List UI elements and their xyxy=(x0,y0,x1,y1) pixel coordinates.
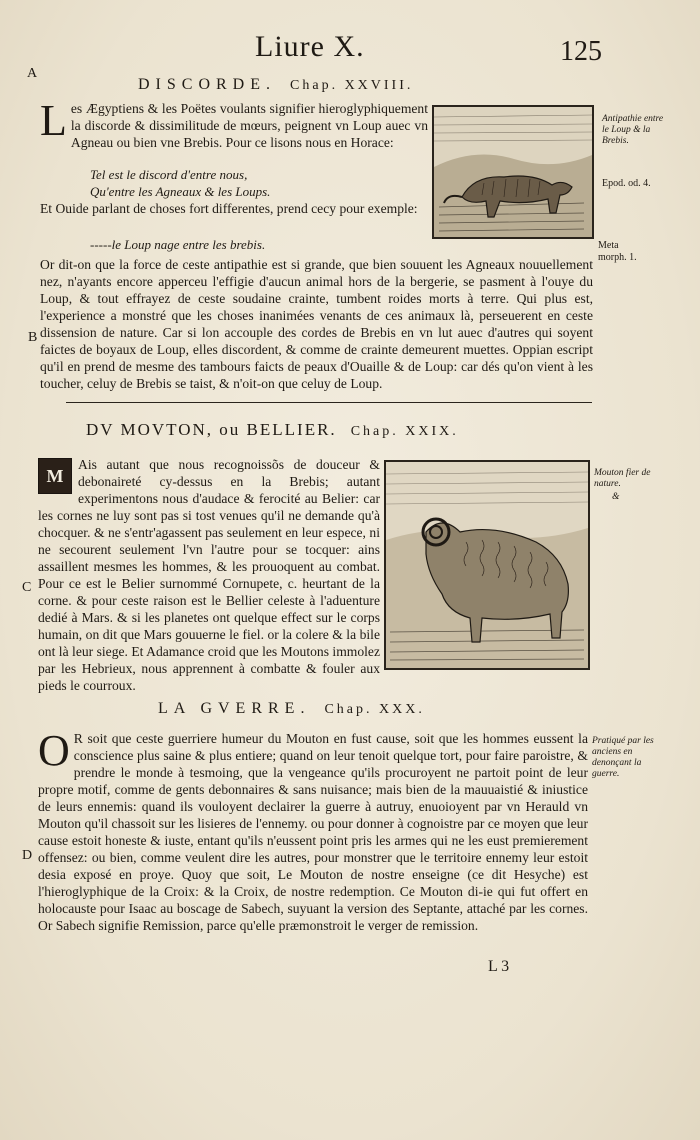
running-title: Liure X. xyxy=(255,30,365,63)
chapter-28-para-3: Or dit-on que la force de ceste antipathie est si grande, que bien souuent les Agneaux nouuellement nez, n'ayants encore apperceu l'effigie d'aucun animal hors de la bergerie, se pasment à l'ouye du Loup, & tout effrayez de ceste soudaine crainte, tumbent roides morts à terre. Qui plus est, l'experience a monstré que les choses inanimées venants de ces animaux là, perseuerent en ceste dissension de nature. Car si lon accouple des cordes de Brebis en vn lut auec d'autres qui soyent faictes de boyaux de Loup, elles discordent, & comme de crainte demeurent muettes. Oppian escript qu'il en prend de mesme des tambours faicts de peaux d'Ouaille & de Loup: car dés qu'on vient à les toucher, celuy de Brebis se taist, & n'oit-on que celuy de Loup. xyxy=(40,257,593,391)
page-number: 125 xyxy=(560,36,602,67)
chapter-28-heading xyxy=(138,76,413,94)
chapter-28-para-1: es Ægyptiens & les Poëtes voulants signifier hieroglyphiquement la discorde & dissimilitude de mœurs, peignent vn Loup auec vn Agneau ou bien vne Brebis. Pour ce lisons nous en Horace: xyxy=(70,101,428,150)
section-marker-d: D xyxy=(22,848,33,863)
chapter-29-para-1: Ais autant que nous recognoissõs de douceur & debonaireté cy-dessus en la Brebis; autant experimentons nous d'audace & ferocité au Belier: car les cornes ne luy sont pas si tost venues qu'il ne demande qu'à chocquer. & ne s'entr'agassent pas seulement en leur espece, ni ne secourent seulement l'vn l'autre pour se tocquer: ains assaillent mesmes les hommes, & les prouoquent au combat. Pour ce est le Belier surnommé Cornupete, c. heurtant de la corne. & pour ceste raison est le Bellier celeste à l'aduenture dedié à Mars. & si les planetes ont quelque effect sur le corps humain, on dit que Mars gouuerne le fiel. or la colere & la bile ont là leur siege. Et Adamance croid que les Moutons immolez par les Hebrieux, nous apprennent à combatte & fouler aux pieds le courroux. xyxy=(38,457,380,693)
margin-note-ampersand: & xyxy=(612,492,620,502)
wolf-illustration xyxy=(434,107,592,237)
margin-note-epode: Epod. od. 4. xyxy=(602,178,651,189)
horace-verse-2: Qu'entre les Agneaux & les Loups. xyxy=(90,184,271,199)
margin-note-metamorph: Meta morph. 1. xyxy=(598,240,637,263)
chapter-28-dropcap: L xyxy=(40,96,67,145)
horace-verse-1: Tel est le discord d'entre nous, xyxy=(90,167,248,182)
margin-note-antipathie: Antipathie entre le Loup & la Brebis. xyxy=(602,114,664,146)
chapter-divider-1 xyxy=(66,402,592,403)
chapter-28-para-2: Et Ouide parlant de choses fort differentes, prend cecy pour exemple: xyxy=(40,201,418,216)
chapter-28-opening xyxy=(40,96,428,151)
chapter-29-heading xyxy=(86,420,459,440)
chapter-29-dropcap: M xyxy=(38,458,72,494)
chapter-30-number: Chap. XXX. xyxy=(324,702,425,717)
margin-note-pratique: Pratiqué par les anciens en denonçant la guerre. xyxy=(592,736,654,779)
chapter-30-body xyxy=(38,726,588,934)
chapter-30-title: LA GVERRE. xyxy=(158,700,311,717)
chapter-28-title: DISCORDE. xyxy=(138,76,277,93)
chapter-30-dropcap: O xyxy=(38,726,70,775)
chapter-28-number: Chap. XXVIII. xyxy=(290,78,414,93)
margin-note-mouton: Mouton fier de nature. xyxy=(594,468,651,489)
section-marker-c: C xyxy=(22,580,32,595)
section-marker-a: A xyxy=(27,66,38,81)
chapter-29-body xyxy=(38,456,380,694)
section-marker-b: B xyxy=(28,330,38,345)
signature-mark: L 3 xyxy=(488,958,510,975)
ram-illustration xyxy=(386,462,588,668)
chapter-30-heading xyxy=(158,700,425,718)
chapter-30-para-1: R soit que ceste guerriere humeur du Mouton en fust cause, soit que les hommes eussent la conscience plus saine & plus entiere; quand on leur tenoit quelque tort, pour faire paroistre, & prendre le monde à tesmoing, que la vengeance qu'ils procuroyent ne partoit point de leur propre motif, comme de gents debonnaires & sans nuisance; mais bien de la mauuaistié & iniustice de leurs ennemis: quand ils vouloyent declairer la guerre à autruy, enuoioyent par vn Herauld vn Mouton qu'il chassoit sur les lisieres de l'ennemy. ou pour donner à cognoistre par ce moyen que leur cause estoit honeste & iuste, entant qu'ils n'eussent point pris les armes qui ne les eust premierement offensez: ou bien, comme veulent dire les autres, pour monstrer que le territoire ennemy leur estoit desia exposé en proye. Quoy que soit, Le Mouton de nostre enseigne (ce dit Hesyche) est l'hieroglyphique de la Croix: & la Croix, de nostre redemption. Ce Mouton di-ie qui fut offert en holocauste pour Isaac au boscage de Sabech, suyuant la version des Septante, attaché par les cornes. Or Sabech signifie Remission, parce qu'elle præmonstroit le verger de remission. xyxy=(38,731,588,933)
woodcut-ram xyxy=(384,460,590,670)
woodcut-wolf-and-ewe xyxy=(432,105,594,239)
chapter-29-title: DV MOVTON, ou BELLIER. xyxy=(86,420,337,439)
ovid-verse: -----le Loup nage entre les brebis. xyxy=(90,237,266,252)
chapter-29-number: Chap. XXIX. xyxy=(350,424,459,439)
